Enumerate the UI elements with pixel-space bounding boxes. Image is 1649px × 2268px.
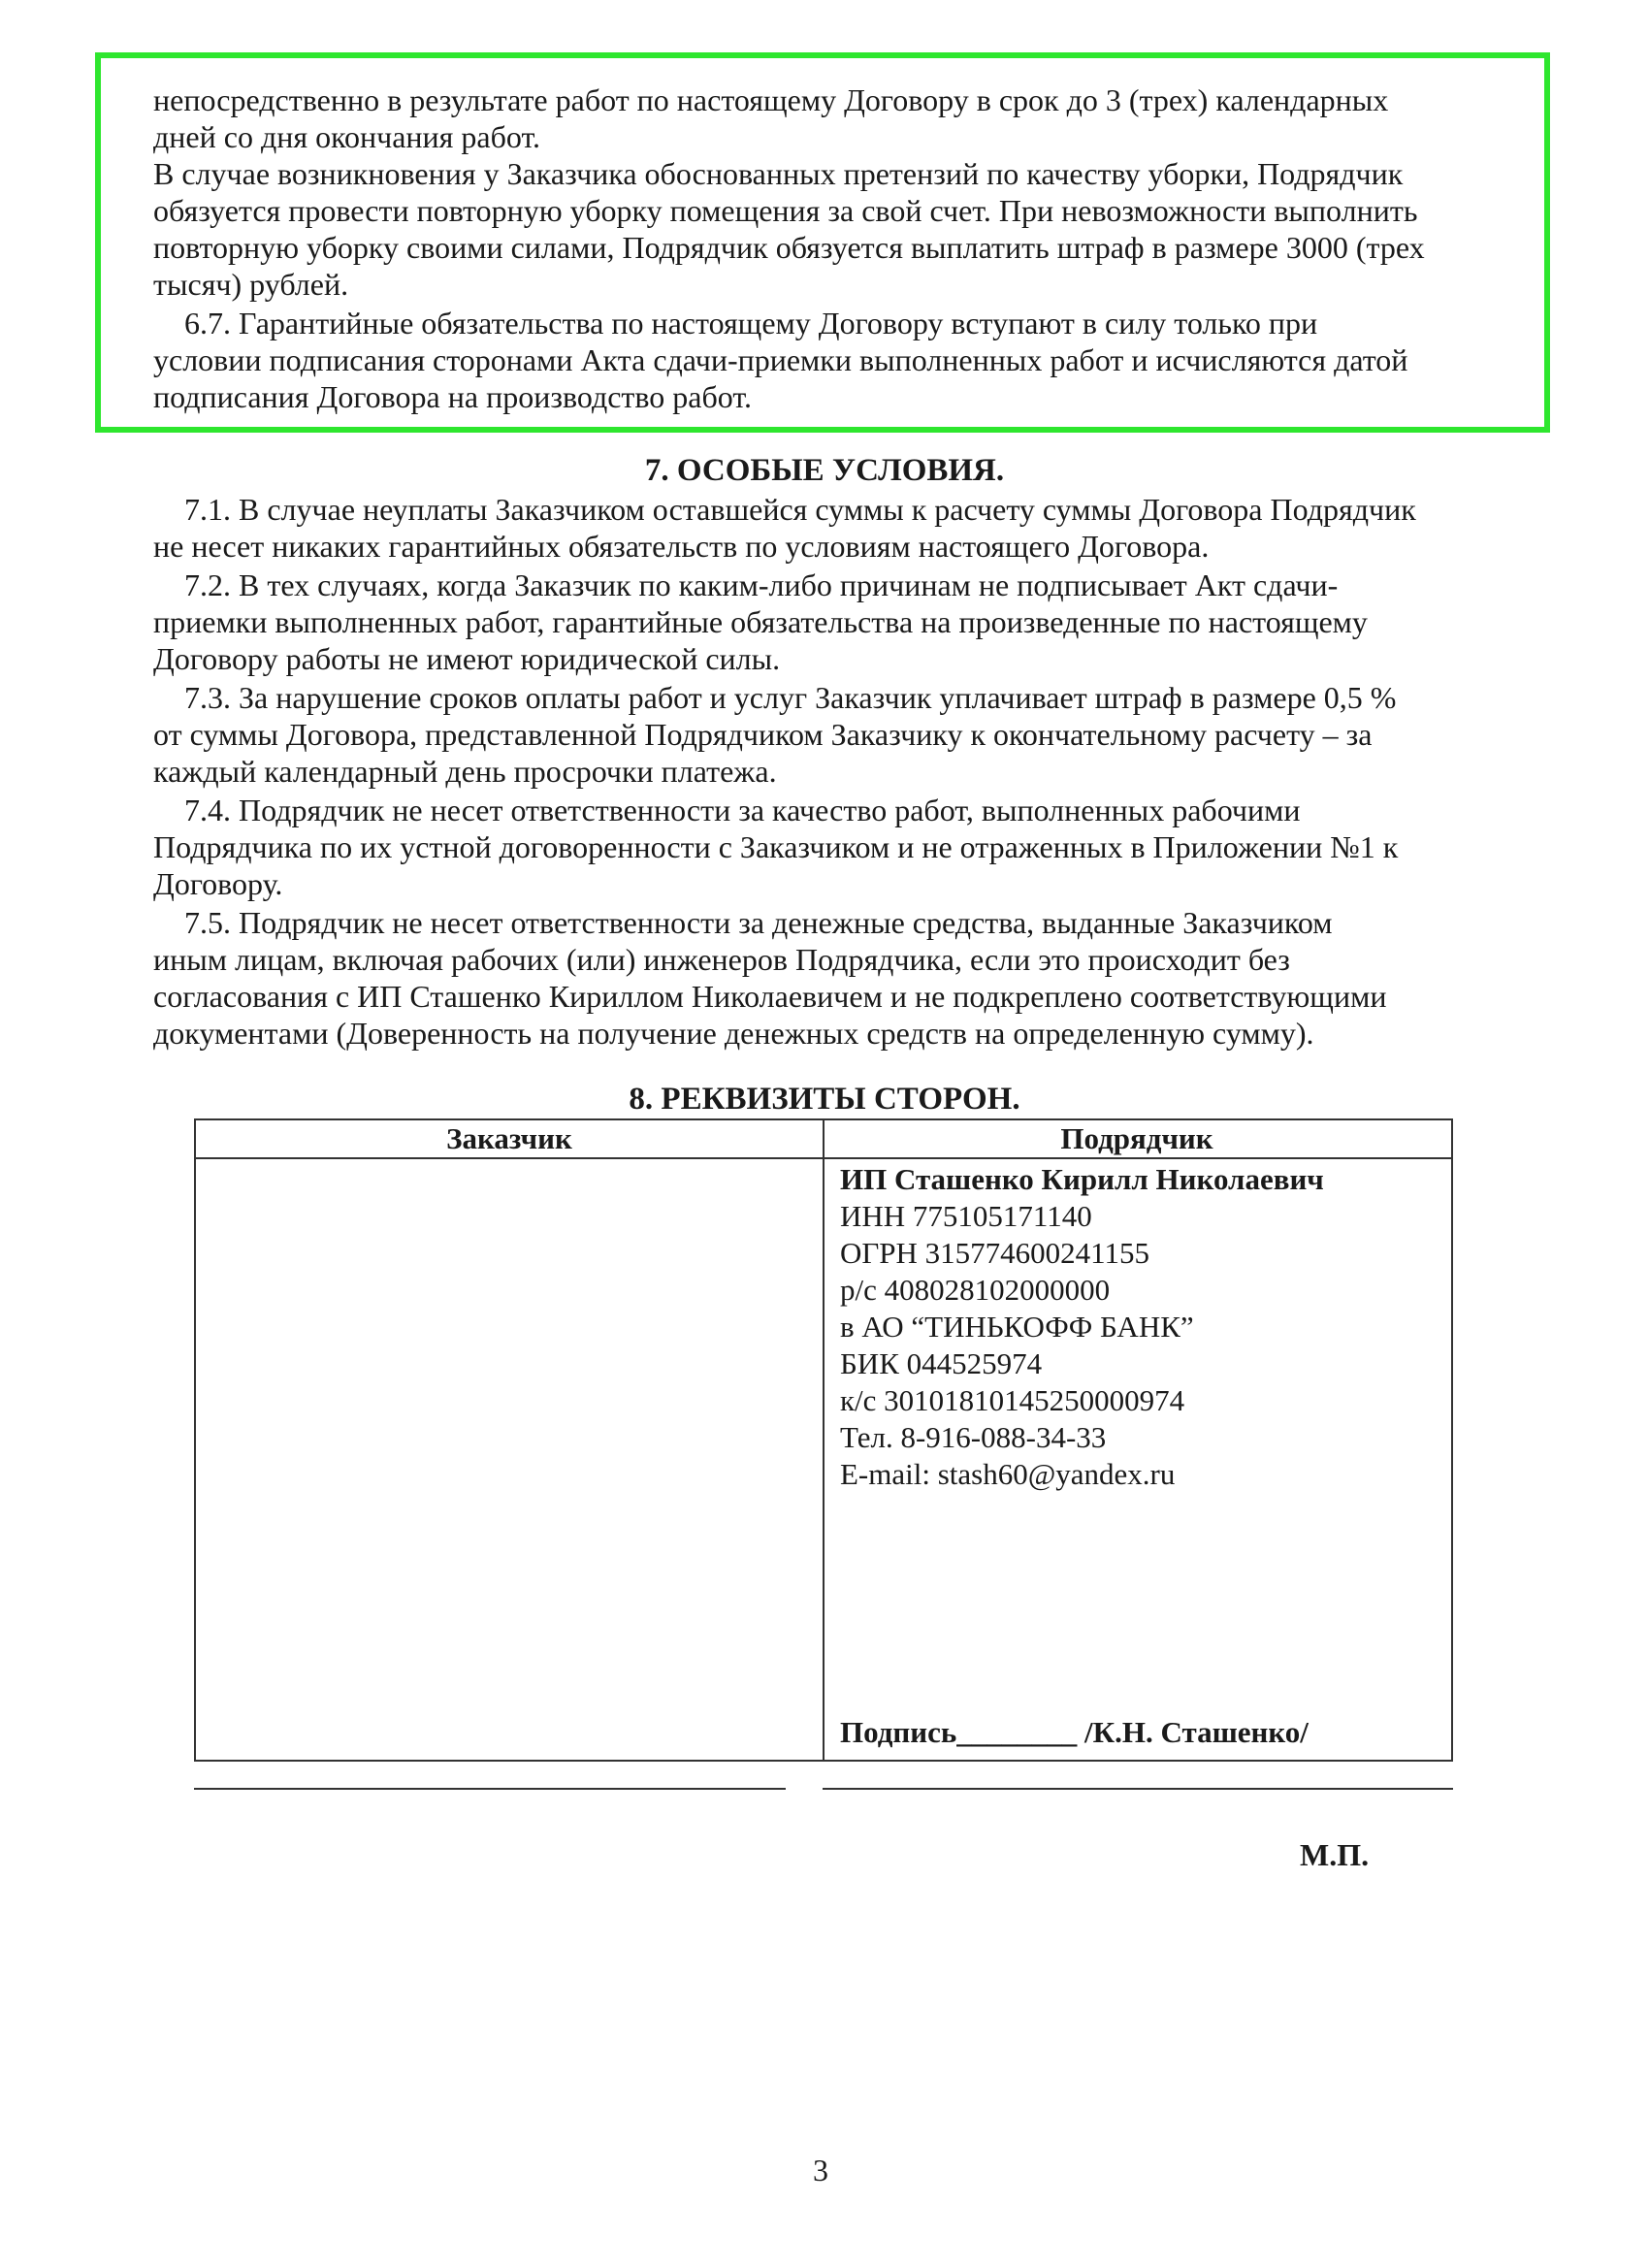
section7-line: от суммы Договора, представленной Подрядчиком Заказчику к окончательному расчету – за: [153, 717, 1373, 752]
contractor-detail: ИНН 775105171140: [840, 1199, 1092, 1233]
section6-line: дней со дня окончания работ.: [153, 119, 541, 154]
section7-line: Договору.: [153, 866, 283, 901]
section6-line: обязуется провести повторную уборку помещения за свой счет. При невозможности выполнить: [153, 193, 1418, 228]
section7-line: приемки выполненных работ, гарантийные обязательства на произведенные по настоящему: [153, 604, 1368, 639]
section7-line: не несет никаких гарантийных обязательств по условиям настоящего Договора.: [153, 529, 1210, 564]
contractor-signature: Подпись________ /К.Н. Сташенко/: [840, 1715, 1309, 1749]
contractor-detail: ОГРН 315774600241155: [840, 1236, 1150, 1270]
section6-line: 6.7. Гарантийные обязательства по настоящему Договору вступают в силу только при: [184, 306, 1318, 340]
section7-line: каждый календарный день просрочки платежа.: [153, 754, 777, 789]
contractor-detail: в АО “ТИНЬКОФФ БАНК”: [840, 1310, 1194, 1344]
column-divider: [823, 1120, 824, 1760]
contractor-name: ИП Сташенко Кирилл Николаевич: [840, 1162, 1324, 1196]
section6-line: В случае возникновения у Заказчика обоснованных претензий по качеству уборки, Подрядчик: [153, 156, 1404, 191]
section7-line: согласования с ИП Сташенко Кириллом Николаевичем и не подкреплено соответствующими: [153, 979, 1387, 1014]
section7-line: иным лицам, включая рабочих (или) инженеров Подрядчика, если это происходит без: [153, 942, 1290, 977]
stamp-place: М.П.: [1300, 1837, 1370, 1872]
section6-line: непосредственно в результате работ по настоящему Договору в срок до 3 (трех) календарных: [153, 82, 1389, 117]
section6-line: повторную уборку своими силами, Подрядчик обязуется выплатить штраф в размере 3000 (трех: [153, 230, 1425, 265]
contractor-detail: Тел. 8-916-088-34-33: [840, 1420, 1107, 1454]
requisites-table: [194, 1118, 1453, 1762]
section7-line: Подрядчика по их устной договоренности с Заказчиком и не отраженных в Приложении №1 к: [153, 829, 1399, 864]
section6-line: подписания Договора на производство работ.: [153, 379, 752, 414]
contractor-detail: БИК 044525974: [840, 1346, 1043, 1380]
section7-line: документами (Доверенность на получение денежных средств на определенную сумму).: [153, 1016, 1314, 1051]
section8-title: 8. РЕКВИЗИТЫ СТОРОН.: [629, 1082, 1020, 1117]
contractor-detail: E-mail: stash60@yandex.ru: [840, 1457, 1176, 1491]
page-number: 3: [813, 2153, 828, 2187]
section7-line: 7.3. За нарушение сроков оплаты работ и услуг Заказчик уплачивает штраф в размере 0,5 %: [184, 680, 1397, 715]
customer-column-header: Заказчик: [446, 1121, 572, 1155]
contractor-signature-line: [823, 1788, 1453, 1790]
contractor-detail: р/с 408028102000000: [840, 1273, 1111, 1307]
customer-signature-line: [194, 1788, 786, 1790]
section7-line: 7.4. Подрядчик не несет ответственности за качество работ, выполненных рабочими: [184, 793, 1301, 827]
section6-line: условии подписания сторонами Акта сдачи-приемки выполненных работ и исчисляются датой: [153, 342, 1408, 377]
contractor-detail: к/с 30101810145250000974: [840, 1383, 1185, 1417]
section7-line: 7.5. Подрядчик не несет ответственности за денежные средства, выданные Заказчиком: [184, 905, 1333, 940]
contractor-column-header: Подрядчик: [1060, 1121, 1213, 1155]
section6-line: тысяч) рублей.: [153, 267, 349, 302]
section7-line: 7.1. В случае неуплаты Заказчиком оставшейся суммы к расчету суммы Договора Подрядчик: [184, 492, 1416, 527]
section7-line: 7.2. В тех случаях, когда Заказчик по каким-либо причинам не подписывает Акт сдачи-: [184, 567, 1339, 602]
section7-line: Договору работы не имеют юридической силы.: [153, 641, 781, 676]
section7-title: 7. ОСОБЫЕ УСЛОВИЯ.: [644, 453, 1005, 488]
